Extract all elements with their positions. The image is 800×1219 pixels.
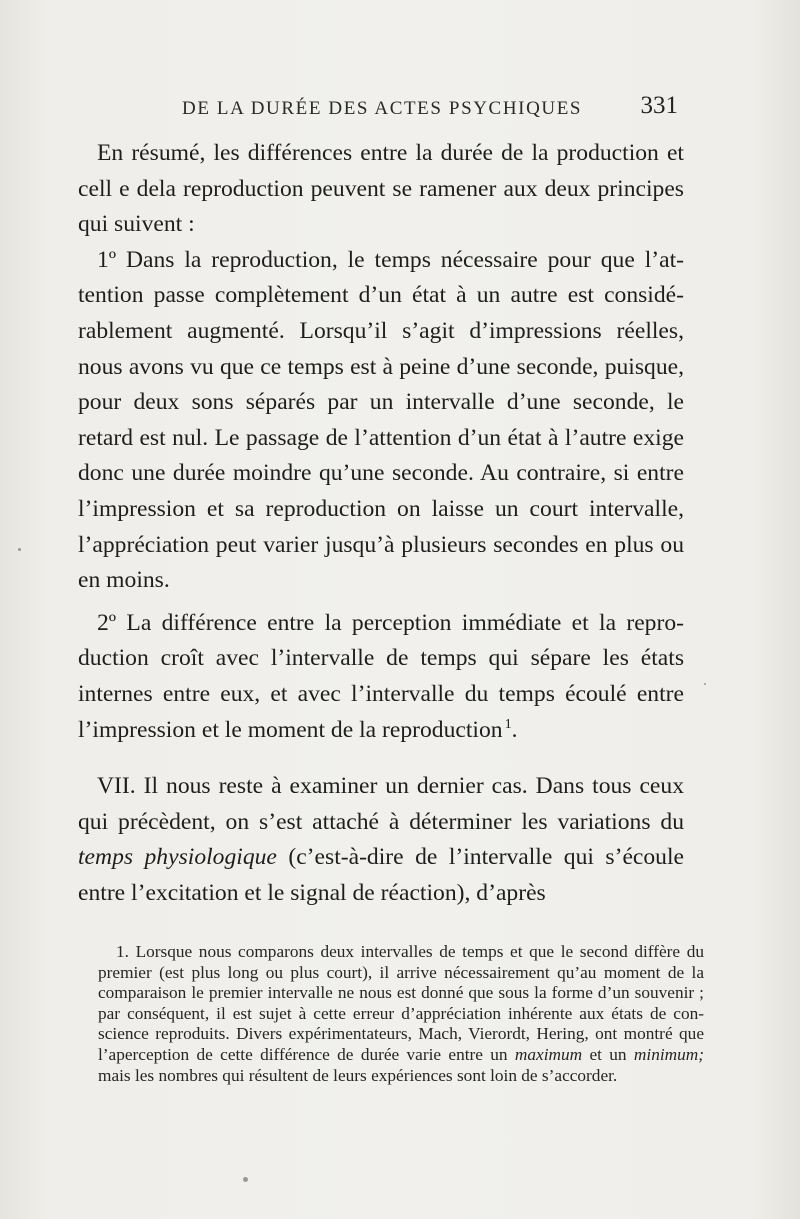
principle-1-paragraph: 1º Dans la reproduction, le temps nécessaire pour que l’attention passe complètement d’un état à un autre est considérablement augmenté. Lorsqu’il s’agit d’impressions réelles, nous avons vu que ce temps est à peine d’une seconde, puisque, pour deux sons séparés par un intervalle d’une seconde, le retard est nul. Le passage de l’attention d’un état à l’autre exige donc une durée moindre qu’une seconde. Au contraire, si entre l’impression et sa reproduction on laisse un court intervalle, l’appréciation peut varier jusqu’à plusieurs secondes en plus ou en moins. [78,246,684,594]
running-title: DE LA DURÉE DES ACTES PSYCHIQUES [182,98,583,119]
paper-speck [243,1177,248,1182]
footnote-text-c: mais les nombres qui résultent de leurs expériences sont loin de s’accorder. [98,1065,618,1085]
principle-2-end: . [511,716,518,743]
page-header [78,94,678,130]
footnote-maximum: maximum [514,1044,583,1064]
paper-speck [18,548,21,551]
paper-speck [704,683,706,685]
footnote-text-b: et un [582,1044,634,1064]
summary-paragraph: En résumé, les différences entre la durée de la production et cell e dela reproduction peuvent se ramener aux deux principes qui suivent : [78,140,684,238]
footnote-minimum: minimum; [633,1044,704,1064]
principle-2-paragraph [78,606,684,748]
main-text [78,136,684,911]
footnote-text-a: 1. Lorsque nous comparons deux intervalles de temps et que le second diffère du premier (est plus long ou plus court), il arrive nécessairement qu’au moment de la comparaison le premier intervalle ne nous est donné que sous la forme d’un souvenir ; par conséquent, il est sujet à cette erreur d’appréciation inhérente aux états de conscience reproduits. Divers expérimentateurs, Mach, Vierordt, Hering, ont montré que l’aperception de cette différence de durée varie entre un [98,942,704,1064]
italic-term: temps physiologique [78,844,277,871]
footnote-paragraph [98,942,704,1086]
footnote-ref: 1 [504,715,512,732]
principle-2-text: 2º La différence entre la perception immédiate et la reproduction croît avec l’intervalle de temps qui sépare les états internes entre eux, et avec l’intervalle du temps écoulé entre l’impression et le moment de la reproduction [78,609,684,743]
section-vii-text-start: VII. Il nous reste à examiner un dernier cas. Dans tous ceux qui précèdent, on s’est attaché à déterminer les variations du [78,773,684,835]
section-vii-text-end: (c’est-à-dire de l’intervalle qui s’écoule entre l’excitation et le signal de réaction), d’après [78,844,685,906]
page-number: 331 [640,92,678,119]
footnote [98,942,704,1086]
section-vii-paragraph [78,769,684,911]
